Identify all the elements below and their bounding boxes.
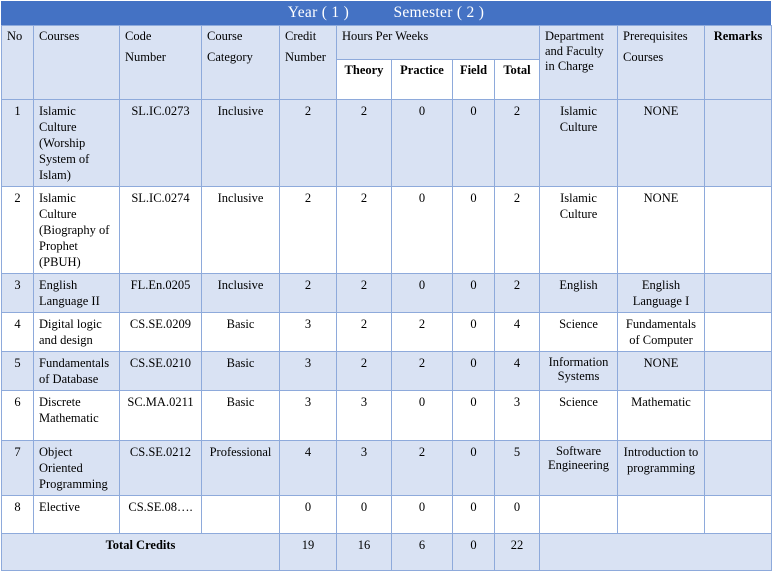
cell-theory: 2 — [337, 187, 392, 274]
cell-total: 0 — [495, 496, 540, 534]
cell-theory: 3 — [337, 441, 392, 496]
total-theory: 16 — [337, 534, 392, 571]
cell-theory: 2 — [337, 313, 392, 352]
table-row — [2, 274, 772, 313]
cell-category: Basic — [202, 391, 280, 441]
cell-no: 5 — [2, 352, 34, 391]
semester-label: Semester — [393, 4, 453, 21]
course-plan — [1, 1, 771, 571]
cell-practice: 0 — [392, 496, 453, 534]
cell-no: 4 — [2, 313, 34, 352]
header-category — [202, 26, 280, 100]
cell-prereq: NONE — [618, 352, 705, 391]
cell-remarks — [705, 441, 772, 496]
cell-total: 2 — [495, 187, 540, 274]
cell-department: Science — [540, 391, 618, 441]
cell-field: 0 — [453, 391, 495, 441]
table-row — [2, 100, 772, 187]
header-no: No — [2, 26, 34, 100]
cell-remarks — [705, 100, 772, 187]
cell-department: Science — [540, 313, 618, 352]
cell-credit: 2 — [280, 187, 337, 274]
cell-practice: 0 — [392, 100, 453, 187]
header-theory: Theory — [337, 59, 392, 99]
cell-credit: 3 — [280, 352, 337, 391]
table-row — [2, 187, 772, 274]
cell-category: Basic — [202, 352, 280, 391]
header-credit-line1: Credit — [285, 29, 317, 43]
cell-credit: 2 — [280, 274, 337, 313]
cell-category: Basic — [202, 313, 280, 352]
header-credit-line2: Number — [285, 50, 326, 64]
cell-course: Islamic Culture (Worship System of Islam) — [34, 100, 120, 187]
cell-prereq: NONE — [618, 100, 705, 187]
cell-department: Islamic Culture — [540, 100, 618, 187]
header-credit — [280, 26, 337, 100]
cell-credit: 2 — [280, 100, 337, 187]
cell-prereq: English Language I — [618, 274, 705, 313]
cell-field: 0 — [453, 313, 495, 352]
cell-total: 4 — [495, 313, 540, 352]
cell-remarks — [705, 313, 772, 352]
cell-course: English Language II — [34, 274, 120, 313]
cell-department: Software Engineering — [540, 441, 618, 496]
header-prereq-line2: Courses — [623, 50, 664, 64]
cell-category — [202, 496, 280, 534]
total-credit: 19 — [280, 534, 337, 571]
header-total: Total — [495, 59, 540, 99]
cell-practice: 2 — [392, 441, 453, 496]
table-row — [2, 391, 772, 441]
cell-practice: 2 — [392, 313, 453, 352]
cell-theory: 2 — [337, 100, 392, 187]
cell-credit: 0 — [280, 496, 337, 534]
cell-course: Islamic Culture (Biography of Prophet (PBUH) — [34, 187, 120, 274]
cell-department: English — [540, 274, 618, 313]
cell-course: Elective — [34, 496, 120, 534]
cell-total: 2 — [495, 274, 540, 313]
cell-code: SL.IC.0273 — [120, 100, 202, 187]
header-hours: Hours Per Weeks — [337, 26, 540, 60]
cell-remarks — [705, 352, 772, 391]
cell-course: Object Oriented Programming — [34, 441, 120, 496]
header-courses: Courses — [34, 26, 120, 100]
cell-total: 3 — [495, 391, 540, 441]
header-field: Field — [453, 59, 495, 99]
cell-theory: 2 — [337, 352, 392, 391]
cell-theory: 2 — [337, 274, 392, 313]
year-semester-title — [1, 1, 771, 25]
cell-total: 4 — [495, 352, 540, 391]
cell-prereq: NONE — [618, 187, 705, 274]
cell-field: 0 — [453, 496, 495, 534]
cell-practice: 0 — [392, 391, 453, 441]
cell-credit: 3 — [280, 313, 337, 352]
table-row — [2, 352, 772, 391]
totals-row — [2, 534, 772, 571]
cell-prereq: Introduction to programming — [618, 441, 705, 496]
cell-department: Islamic Culture — [540, 187, 618, 274]
header-prereq-line1: Prerequisites — [623, 29, 688, 43]
cell-total: 2 — [495, 100, 540, 187]
year-value: ( 1 ) — [321, 4, 350, 21]
header-remarks: Remarks — [705, 26, 772, 100]
cell-practice: 0 — [392, 187, 453, 274]
cell-category: Professional — [202, 441, 280, 496]
cell-code: CS.SE.0209 — [120, 313, 202, 352]
cell-prereq: Mathematic — [618, 391, 705, 441]
cell-category: Inclusive — [202, 187, 280, 274]
totals-blank — [540, 534, 772, 571]
cell-remarks — [705, 187, 772, 274]
cell-code: CS.SE.0212 — [120, 441, 202, 496]
cell-remarks — [705, 391, 772, 441]
table-row — [2, 441, 772, 496]
total-total: 22 — [495, 534, 540, 571]
table-row — [2, 313, 772, 352]
cell-remarks — [705, 274, 772, 313]
header-category-line1: Course — [207, 29, 243, 43]
course-table — [1, 25, 772, 571]
cell-department — [540, 496, 618, 534]
total-practice: 6 — [392, 534, 453, 571]
cell-credit: 3 — [280, 391, 337, 441]
total-field: 0 — [453, 534, 495, 571]
cell-no: 1 — [2, 100, 34, 187]
year-label: Year — [287, 4, 318, 21]
cell-code: CS.SE.0210 — [120, 352, 202, 391]
cell-prereq — [618, 496, 705, 534]
cell-code: FL.En.0205 — [120, 274, 202, 313]
cell-course: Fundamentals of Database — [34, 352, 120, 391]
cell-no: 7 — [2, 441, 34, 496]
semester-value: ( 2 ) — [456, 4, 485, 21]
header-category-line2: Category — [207, 50, 253, 64]
cell-practice: 2 — [392, 352, 453, 391]
header-row — [2, 26, 772, 60]
cell-field: 0 — [453, 274, 495, 313]
cell-code: CS.SE.08…. — [120, 496, 202, 534]
cell-theory: 0 — [337, 496, 392, 534]
header-code-line2: Number — [125, 50, 166, 64]
header-department: Department and Faculty in Charge — [540, 26, 618, 100]
cell-department: Information Systems — [540, 352, 618, 391]
header-code — [120, 26, 202, 100]
cell-course: Digital logic and design — [34, 313, 120, 352]
cell-field: 0 — [453, 187, 495, 274]
cell-field: 0 — [453, 352, 495, 391]
cell-code: SC.MA.0211 — [120, 391, 202, 441]
cell-no: 8 — [2, 496, 34, 534]
cell-field: 0 — [453, 441, 495, 496]
header-code-line1: Code — [125, 29, 152, 43]
table-row — [2, 496, 772, 534]
total-credits-label: Total Credits — [2, 534, 280, 571]
cell-no: 6 — [2, 391, 34, 441]
cell-no: 2 — [2, 187, 34, 274]
cell-code: SL.IC.0274 — [120, 187, 202, 274]
cell-course: Discrete Mathematic — [34, 391, 120, 441]
cell-category: Inclusive — [202, 100, 280, 187]
header-practice: Practice — [392, 59, 453, 99]
cell-no: 3 — [2, 274, 34, 313]
cell-field: 0 — [453, 100, 495, 187]
cell-theory: 3 — [337, 391, 392, 441]
cell-remarks — [705, 496, 772, 534]
cell-practice: 0 — [392, 274, 453, 313]
header-prereq — [618, 26, 705, 100]
cell-category: Inclusive — [202, 274, 280, 313]
cell-total: 5 — [495, 441, 540, 496]
cell-credit: 4 — [280, 441, 337, 496]
cell-prereq: Fundamentals of Computer — [618, 313, 705, 352]
